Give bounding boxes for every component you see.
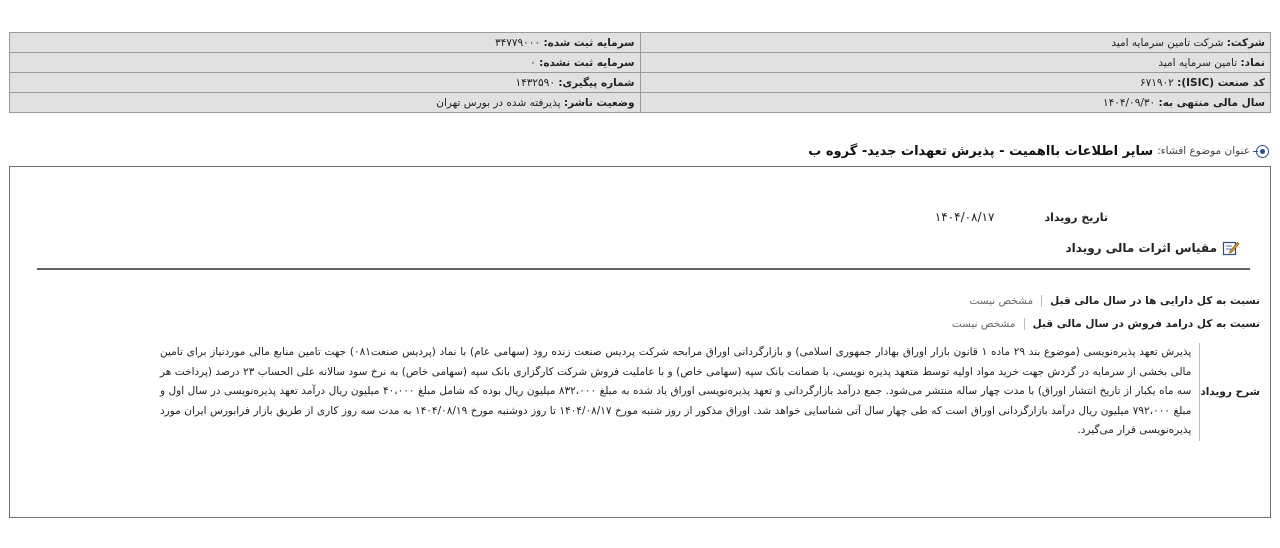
fiscal-year-cell: [640, 93, 1271, 113]
isic-cell: [640, 73, 1271, 93]
event-date-row: [935, 210, 1108, 224]
sales-ratio-value: مشخص نیست: [951, 318, 1016, 330]
edit-icon: [1222, 239, 1240, 257]
event-description-row: [160, 343, 1260, 441]
info-row: [10, 93, 1271, 113]
subject-title: سایر اطلاعات بااهمیت - پذیرش تعهدات جدید- گروه ب: [808, 143, 1154, 159]
event-date-value: ۱۴۰۴/۰۸/۱۷: [934, 210, 995, 224]
registered-capital-value: ۳۴۷۷۹۰۰۰: [494, 36, 541, 49]
unregistered-capital-label: سرمایه ثبت نشده:: [539, 56, 635, 69]
assets-ratio-value: مشخص نیست: [969, 295, 1034, 307]
symbol-cell: [640, 53, 1271, 73]
disclosure-subject: [400, 142, 1271, 160]
unregistered-capital-cell: [10, 53, 641, 73]
isic-label: کد صنعت (ISIC):: [1177, 76, 1265, 89]
fiscal-year-label: سال مالی منتهی به:: [1158, 96, 1265, 109]
registered-capital-cell: [10, 33, 641, 53]
isic-value: ۶۷۱۹۰۲: [1139, 76, 1174, 89]
target-icon: [1254, 143, 1271, 160]
info-row: [10, 33, 1271, 53]
fiscal-year-value: ۱۴۰۴/۰۹/۳۰: [1102, 96, 1156, 109]
info-row: [10, 73, 1271, 93]
sales-ratio-label: نسبت به کل درامد فروش در سال مالی قبل: [1024, 318, 1260, 330]
unregistered-capital-value: ۰: [530, 56, 536, 69]
event-description-label: شرح رویداد: [1200, 385, 1260, 398]
event-date-label: تاریخ رویداد: [1044, 210, 1108, 224]
tracking-number-label: شماره پیگیری:: [558, 76, 635, 89]
publisher-status-value: پذیرفته شده در بورس تهران: [436, 96, 561, 109]
symbol-label: نماد:: [1240, 56, 1265, 69]
tracking-number-cell: [10, 73, 641, 93]
company-info-table: [9, 32, 1271, 113]
section-divider: [37, 268, 1250, 270]
symbol-value: تامین سرمایه امید: [1158, 56, 1238, 69]
info-row: [10, 53, 1271, 73]
assets-ratio-row: [969, 295, 1260, 307]
tracking-number-value: ۱۴۳۲۵۹۰: [515, 76, 555, 89]
event-description-text: پذیرش تعهد پذیره‌نویسی (موضوع بند ۲۹ ماده ۱ قانون بازار اوراق بهادار جمهوری اسلامی) و بازارگردانی اوراق مرابحه شرکت پردیس صنعت زنده رود (سهامی عام) با نماد (پردیس صنعت۰۸۱) جهت تامین منابع مالی موردنیاز برای تامین مالی بخشی از سرمایه در گردش جهت خرید مواد اولیه توسط متعهد پذیره نویسی، با ضمانت بانک سپه (سهامی خاص) و با عاملیت فروش شرکت کارگزاری بانک سپه (سهامی خاص) به نرخ سود سالانه علی الحساب ۲۳ درصد (پرداخت هر سه ماه یکبار از تاریخ انتشار اوراق) با مدت چهار ساله منتشر می‌شود. جمع درآمد بازارگردانی و تعهد پذیره‌نویسی اوراق یاد شده به مبلغ ۸۳۲،۰۰۰ میلیون ریال بوده که شامل مبلغ ۴۰،۰۰۰ میلیون ریال درآمد تعهد پذیره‌نویسی در سال اول و مبلغ ۷۹۲،۰۰۰ میلیون ریال درآمد بازارگردانی اوراق است که طی چهار سال آتی شناسایی خواهد شد. اوراق مذکور از روز شنبه مورخ ۱۴۰۴/۰۸/۱۷ تا روز دوشنبه مورخ ۱۴۰۴/۰۸/۱۹ به مدت سه روز کاری از طریق بازار فرابورس ایران مورد پذیره‌نویسی قرار می‌گیرد.: [160, 343, 1200, 441]
company-value: شرکت تامین سرمایه امید: [1111, 36, 1224, 49]
subject-label: عنوان موضوع افشاء:: [1157, 145, 1250, 157]
assets-ratio-label: نسبت به کل دارایی ها در سال مالی قبل: [1041, 295, 1260, 307]
financial-impact-heading: [1066, 239, 1240, 257]
publisher-status-cell: [10, 93, 641, 113]
registered-capital-label: سرمایه ثبت شده:: [543, 36, 635, 49]
company-label: شرکت:: [1226, 36, 1265, 49]
financial-impact-title: مقیاس اثرات مالی رویداد: [1065, 241, 1217, 255]
company-cell: [640, 33, 1271, 53]
sales-ratio-row: [952, 318, 1260, 330]
publisher-status-label: وضعیت ناشر:: [563, 96, 635, 109]
event-panel: [9, 166, 1271, 518]
